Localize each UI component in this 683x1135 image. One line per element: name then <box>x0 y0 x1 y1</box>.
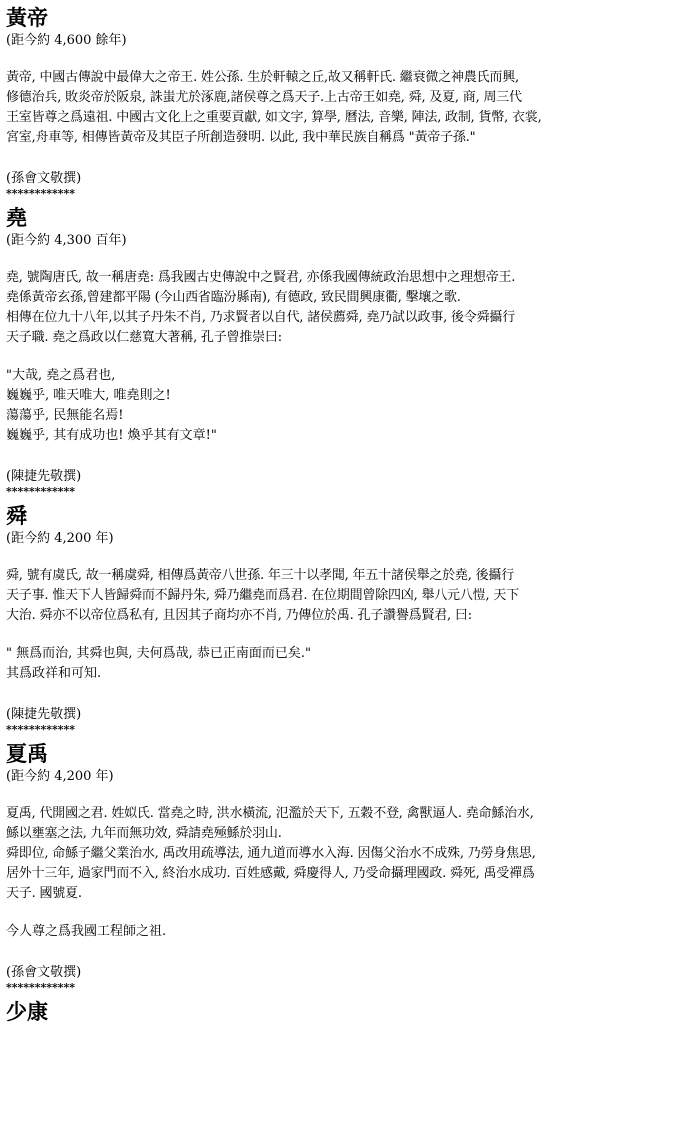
section-yao <box>6 206 677 498</box>
section-separator: ************ <box>6 723 76 736</box>
section-title: 黃帝 <box>6 5 48 30</box>
section-separator: ************ <box>6 981 76 994</box>
section-title: 夏禹 <box>6 741 48 766</box>
section-title: 堯 <box>6 205 27 230</box>
section-author: (陳捷先敬撰) <box>6 707 82 722</box>
section-author: (孫會文敬撰) <box>6 171 82 186</box>
section-remark: 其爲政祥和可知. <box>6 666 102 681</box>
section-paragraph: 舜, 號有虞氏, 故一稱虞舜, 相傳爲黃帝八世孫. 年三十以孝聞, 年五十諸侯舉之於堯, 後攝行 天子事. 惟天下人皆歸舜而不歸丹朱, 舜乃繼堯而爲君. 在位期間曾除四凶, 舉八元八愷, 天下 大治. 舜亦不以帝位爲私有, 且因其子商均亦不肖, 乃傳位於禹. 孔子讚譽爲賢君, 曰: <box>6 568 519 623</box>
section-date: (距今約 4,600 餘年) <box>6 33 127 48</box>
section-huangdi <box>6 6 677 200</box>
section-xiayu <box>6 742 677 994</box>
section-title: 少康 <box>6 999 48 1024</box>
section-paragraph: 堯, 號陶唐氏, 故一稱唐堯: 爲我國古史傳說中之賢君, 亦係我國傳統政治思想中之理想帝王. 堯係黃帝玄孫,曾建都平陽 (今山西省臨汾縣南), 有德政, 致民間興康衢, 擊壤之歌. 相傳在位九十八年,以其子丹朱不肖, 乃求賢者以自代, 諸侯薦舜, 堯乃試以政事, 後令舜攝行 天子職. 堯之爲政以仁慈寬大著稱, 孔子曾推崇曰: <box>6 270 516 345</box>
section-date: (距今約 4,200 年) <box>6 769 114 784</box>
section-author: (陳捷先敬撰) <box>6 469 82 484</box>
section-separator: ************ <box>6 485 76 498</box>
section-quote: "大哉, 堯之爲君也, 巍巍乎, 唯天唯大, 唯堯則之! 蕩蕩乎, 民無能名焉! 巍巍乎, 其有成功也! 煥乎其有文章!" <box>6 368 217 443</box>
section-shaokang <box>6 1000 677 1024</box>
section-paragraph: 黃帝, 中國古傳說中最偉大之帝王. 姓公孫. 生於軒轅之丘,故又稱軒氏. 繼衰微之神農氏而興, 修德治兵, 敗炎帝於阪泉, 誅蚩尤於涿鹿,諸侯尊之爲天子.上古帝王如堯, 舜, 及夏, 商, 周三代 王室皆尊之爲遠祖. 中國古文化上之重要貢獻, 如文字, 算學, 曆法, 音樂, 陣法, 政制, 貨幣, 衣裳, 宮室,舟車等, 相傳皆黃帝及其臣子所創造發明. 以此, 我中華民族自稱爲 "黃帝子孫." <box>6 70 542 145</box>
section-shun <box>6 504 677 736</box>
section-remark: 今人尊之爲我國工程師之祖. <box>6 924 167 939</box>
section-date: (距今約 4,300 百年) <box>6 233 127 248</box>
section-date: (距今約 4,200 年) <box>6 531 114 546</box>
section-separator: ************ <box>6 187 76 200</box>
section-author: (孫會文敬撰) <box>6 965 82 980</box>
section-paragraph: 夏禹, 代開國之君. 姓姒氏. 當堯之時, 洪水橫流, 氾濫於天下, 五穀不登, 禽獸逼人. 堯命鯀治水, 鯀以壅塞之法, 九年而無功效, 舜請堯殛鯀於羽山. 舜即位, 命鯀子繼父業治水, 禹改用疏導法, 通九道而導水入海. 因傷父治水不成殊, 乃勞身焦思, 居外十三年, 過家門而不入, 終治水成功. 百姓感戴, 舜慶得人, 乃受命攝理國政. 舜死, 禹受禪爲 天子. 國號夏. <box>6 806 536 901</box>
section-quote: " 無爲而治, 其舜也與, 夫何爲哉, 恭已正南面而已矣." <box>6 646 312 661</box>
section-title: 舜 <box>6 503 27 528</box>
